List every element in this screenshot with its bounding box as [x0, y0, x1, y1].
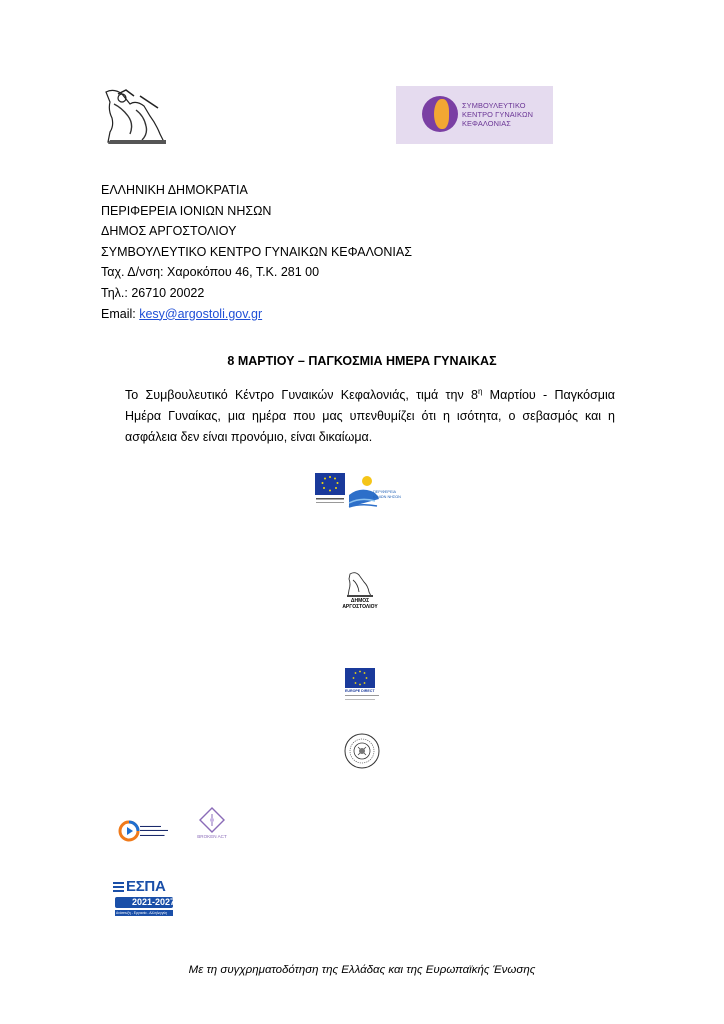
espa-logo [112, 878, 178, 926]
address-line-phone: Τηλ.: 26710 20022 [101, 285, 205, 300]
eu-ionian-label: ΠΕΡΙΦΕΡΕΙΑ ΙΟΝΙΩΝ ΝΗΣΩΝ [373, 490, 401, 499]
center-logo-line-3: ΚΕΦΑΛΟΝΙΑΣ [462, 119, 511, 129]
cofunding-footer: Με τη συγχρηματοδότηση της Ελλάδας και της Ευρωπαϊκής Ένωσης [188, 964, 536, 976]
document-title: 8 ΜΑΡΤΙΟΥ – ΠΑΓΚΟΣΜΙΑ ΗΜΕΡΑ ΓΥΝΑΙΚΑΣ [227, 354, 497, 368]
argostoli-emblem-icon [338, 570, 382, 598]
eu-ionian-region-logo [315, 473, 411, 513]
argostoli-label-line-2: ΑΡΓΟΣΤΟΛΙΟΥ [342, 604, 378, 610]
address-line-postal: Ταχ. Δ/νση: Χαροκόπου 46, Τ.Κ. 281 00 [101, 265, 320, 280]
address-line-center: ΣΥΜΒΟΥΛΕΥΤΙΚΟ ΚΕΝΤΡΟ ΓΥΝΑΙΚΩΝ ΚΕΦΑΛΟΝΙΑΣ [101, 244, 412, 259]
woman-profile-icon [422, 96, 458, 132]
eu-flag-icon [345, 668, 375, 688]
document-body-paragraph [125, 381, 615, 448]
broken-act-logo [188, 806, 238, 846]
play-circle-icon [118, 820, 140, 842]
broken-act-label: BROKEN ACT [197, 834, 227, 839]
espa-wordmark: ΕΣΠΑ [126, 878, 166, 895]
address-block [101, 180, 412, 324]
argostoli-municipality-logo [338, 570, 382, 612]
statue-emblem-icon [100, 86, 172, 146]
email-link[interactable]: kesy@argostoli.gov.gr [139, 306, 263, 321]
europe-direct-logo [345, 668, 379, 708]
address-line-email [101, 304, 412, 325]
greek-republic-seal [344, 733, 380, 769]
espa-subtitle: Ανάπτυξη - Εργασία - Αλληλεγγύη [116, 911, 168, 915]
diamond-icon [188, 806, 236, 834]
statue-emblem-logo [100, 86, 172, 146]
center-logo-line-1: ΣΥΜΒΟΥΛΕΥΤΙΚΟ [462, 101, 526, 110]
argostoli-label [338, 598, 382, 610]
counselling-center-logo [396, 86, 553, 144]
seal-icon [344, 733, 380, 769]
address-line-region: ΠΕΡΙΦΕΡΕΙΑ ΙΟΝΙΩΝ ΝΗΣΩΝ [101, 203, 272, 218]
espa-flag-icon [112, 880, 126, 896]
address-line-municipality: ΔΗΜΟΣ ΑΡΓΟΣΤΟΛΙΟΥ [101, 224, 237, 239]
communications-ministry-label: ▬▬▬▬▬▬ ▬▬▬▬▬▬▬▬ ▬▬▬▬▬▬▬ [140, 824, 168, 837]
address-line-republic: ΕΛΛΗΝΙΚΗ ΔΗΜΟΚΡΑΤΙΑ [101, 183, 248, 197]
center-logo-line-2: ΚΕΝΤΡΟ ΓΥΝΑΙΚΩΝ [462, 110, 534, 120]
espa-years: 2021-2027 [132, 897, 176, 907]
body-text-part-1: Το Συμβουλευτικό Κέντρο Γυναικών Κεφαλονιάς, τιμά την 8 [125, 388, 478, 403]
email-label: Email: [101, 306, 140, 321]
body-superscript: η [477, 387, 483, 396]
communications-ministry-logo [118, 817, 180, 845]
argostoli-label-line-1: ΔΗΜΟΣ [350, 598, 370, 604]
body-text-part-2: Μαρτίου - Παγκόσμια Ημέρα Γυναίκας, μια ημέρα που μας υπενθυμίζει ότι η ισότητα, ο σεβασμός και η ασφάλεια δεν είναι προνόμιο, είναι δικαίωμα. [125, 388, 615, 445]
europe-direct-label: EUROPE DIRECT [345, 689, 375, 693]
